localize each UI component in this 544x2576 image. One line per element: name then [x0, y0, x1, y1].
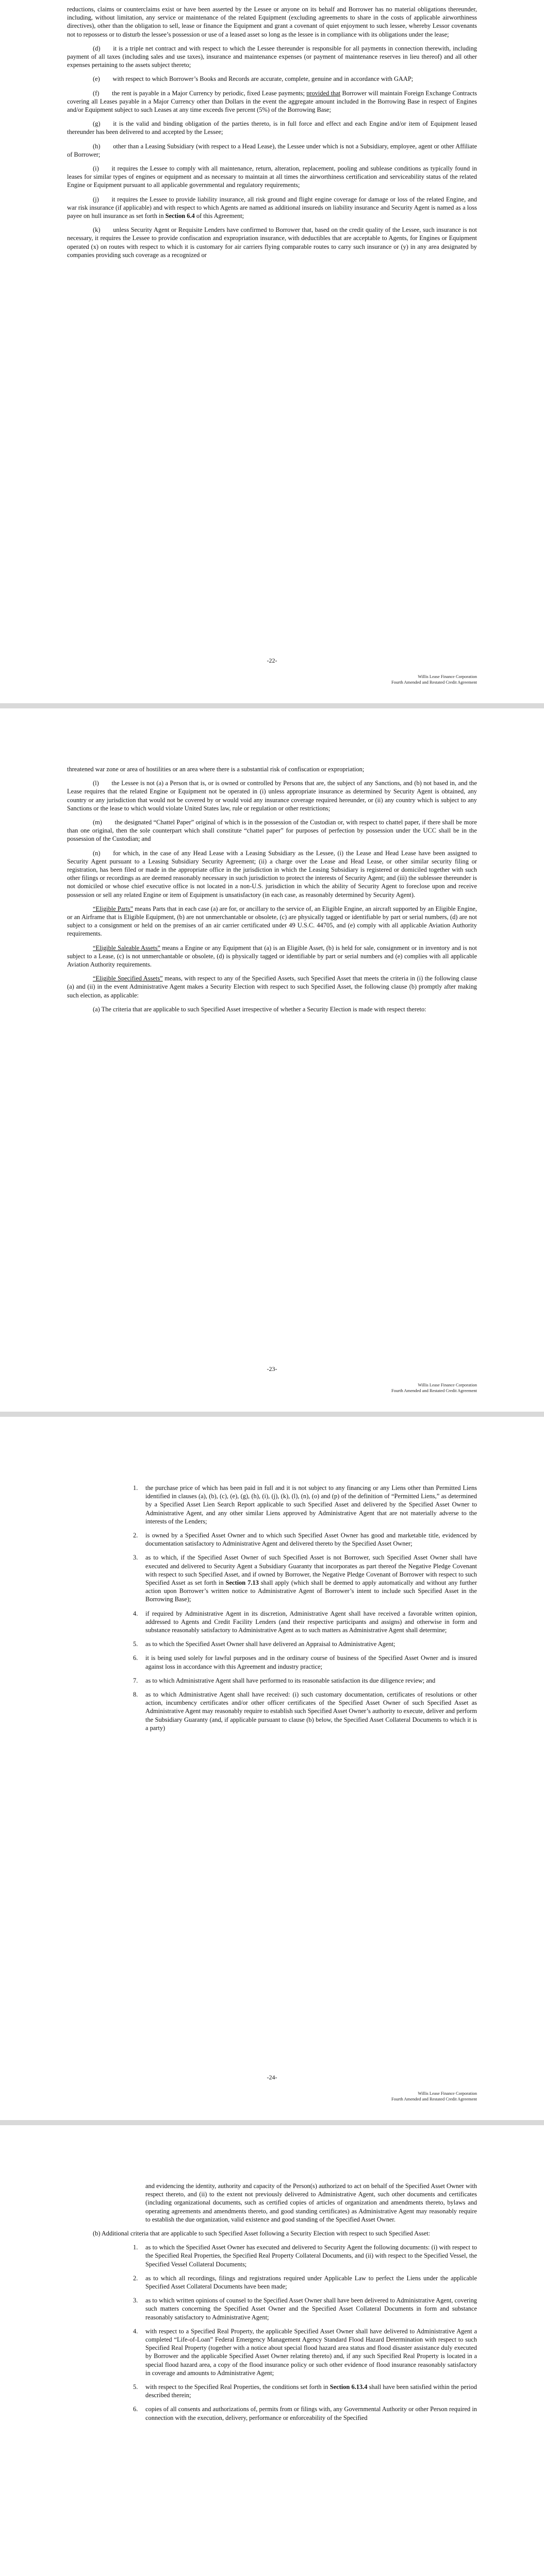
defined-term: “Eligible Saleable Assets” [93, 944, 160, 952]
definition-eligible-parts: “Eligible Parts” means Parts that in each case (a) are for, or ancillary to the service of, an Eligible Engine, an aircraft supported by an Eligible Engine, or an Airframe that is Eligible Equipment, (b) are not unmerchantable or obsolete, (c) are physically tagged or identifiable by part or serial numbers, (d) are not subject to a consignment or held on the premises of an air carrier certificated under 49 U.S.C. 44705, and (e) comply with all applicable Aviation Authority requirements. [67, 905, 477, 938]
paragraph-e: (e) with respect to which Borrower’s Books and Records are accurate, complete, genuine and in accordance with GAAP; [93, 75, 414, 83]
defined-term: “Eligible Parts” [93, 905, 134, 912]
proviso: provided that [306, 89, 341, 97]
list-item: 5. as to which the Specified Asset Owner shall have delivered an Appraisal to Administrative Agent; [133, 1640, 395, 1648]
list-item: 8. as to which Administrative Agent shall have received: (i) such customary documentation, certificates of resolutions or other action, incumbency certificates and/or other officer certificates of the Specified Asset Owner of such Specified Asset as Administrative Agent may reasonably require to establish such Specified Asset Owner’s authority to execute, deliver and perform the Subsidiary Guaranty (and, if applicable pursuant to clause (b) below, the Specified Asset Collateral Documents to which it is a party) [133, 1691, 477, 1732]
page-footer [67, 2074, 477, 2102]
paragraph-h: (h) other than a Leasing Subsidiary (with respect to a Head Lease), the Lessee under which is not a Subsidiary, employee, agent or other Affiliate of Borrower; [67, 142, 477, 158]
paragraph-k: (k) unless Security Agent or Requisite Lenders have confirmed to Borrower that, based on the credit quality of the Lessee, such insurance is not necessary, it requires the Lessee to provide confiscation and expropriation insurance, with deductibles that are acceptable to Agents, for Engines or Equipment operated (x) on routes with respect to which it is customary for air carriers flying comparable routes to carry such insurance or (y) in any area designated by companies providing such coverage as a recognized or [67, 226, 477, 259]
list-item: 7. as to which Administrative Agent shall have performed to its reasonable satisfaction its due diligence review; and [133, 1676, 436, 1684]
list-item: 1. the purchase price of which has been paid in full and it is not subject to any financing or any Liens other than Permitted Liens identified in clauses (a), (b), (c), (e), (g), (h), (i), (j), (k), (l), (n), (o) and (p) of the definition of “Permitted Liens,” as determined by a Specified Asset Lien Search Report applicable to such Specified Asset and delivered by the Specified Asset Owner to Administrative Agent, and any other similar Liens approved by Administrative Agent that are not materially adverse to the interests of the Lenders; [133, 1484, 477, 1525]
page-22 [0, 0, 544, 703]
page-separator [0, 703, 544, 708]
section-reference: Section 6.4 [165, 212, 195, 220]
list-item: 3. as to which written opinions of counsel to the Specified Asset Owner shall have been delivered to Administrative Agent, covering such matters concerning the Specified Asset Owner and the Specified Asset Collateral Documents in form and substance reasonably satisfactory to Administrative Agent; [133, 2297, 477, 2321]
footer-firm: Willis Lease Finance Corporation Fourth Amended and Restated Credit Agreement [391, 1382, 477, 1393]
page-body [67, 1484, 477, 1738]
list-item: 2. as to which all recordings, filings and registrations required under Applicable Law to perfect the Liens under the applicable Specified Asset Collateral Documents have been made; [133, 2274, 477, 2291]
footer-firm: Willis Lease Finance Corporation Fourth Amended and Restated Credit Agreement [391, 2091, 477, 2102]
paragraph-m: (m) the designated “Chattel Paper” original of which is in the possession of the Custodian or, with respect to chattel paper, if there shall be more than one original, then the sole counterpart which shall constitute “chattel paper” for purposes of perfection by possession under the UCC shall be in the possession of the Custodian; and [67, 819, 477, 843]
list-item: 6. it is being used solely for lawful purposes and in the ordinary course of business of the Specified Asset Owner and is insured against loss in accordance with this Agreement and industry practice; [133, 1654, 477, 1670]
paragraph-j: (j) it requires the Lessee to provide liability insurance, all risk ground and flight engine coverage for damage or loss of the related Engine, and war risk insurance (if applicable) and with respect to which Agents are named as additional insureds on liability insurance and Security Agent is named as a loss payee on hull insurance as set forth in Section 6.4 of this Agreement; [67, 195, 477, 220]
page-24 [0, 1417, 544, 2120]
criteria-list [67, 1484, 477, 1732]
page-number: -24- [267, 2074, 277, 2081]
list-item: 6. copies of all consents and authorizations of, permits from or filings with, any Governmental Authority or other Person required in connection with the execution, delivery, performance or enforceability of the Specified [133, 2405, 477, 2421]
page-number: -23- [267, 1365, 277, 1372]
section-reference: Section 6.13.4 [329, 2383, 368, 2391]
page-separator [0, 1412, 544, 1417]
page-23 [0, 708, 544, 1412]
page-separator [0, 2120, 544, 2125]
paragraph-n: (n) for which, in the case of any Head Lease with a Leasing Subsidiary as the Lessee, (i) the Lease and Head Lease have been assigned to Security Agent pursuant to a Leasing Subsidiary Security Agreement; (ii) a charge over the Lease and Head Lease, or other similar security filing or registration, has been filed or made in the appropriate office in the jurisdiction in which the Leasing Subsidiary is registered or domiciled together with such other filings or recordings as are deemed reasonably necessary in such jurisdiction to protect the interests of Security Agent; and (iii) the sublessee thereunder is not domiciled or whose chief executive office is not located in a non-U.S. jurisdiction in which the ability of Security Agent to foreclose upon and receive possession or sell any related Engine or item of Equipment is unsatisfactory (in each case, as reasonably determined by Security Agent). [67, 849, 477, 899]
footer-firm: Willis Lease Finance Corporation Fourth Amended and Restated Credit Agreement [391, 674, 477, 685]
paragraph-g: (g) it is the valid and binding obligation of the parties thereto, is in full force and effect and each Engine and/or item of Equipment leased thereunder has been delivered to and accepted by the Lessee; [67, 120, 477, 136]
page-25 [0, 2125, 544, 2576]
paragraph-c-continued: reductions, claims or counterclaims exist or have been asserted by the Lessee or anyone on its behalf and Borrower has no material obligations thereunder, including, without limitation, any service or maintenance of the related Equipment (excluding agreements to share in the costs of applicable airworthiness directives), other than the obligation to sell, lease or finance the Equipment and grant a covenant of quiet enjoyment to such lessee, whereby Lessor covenants not to repossess or to disturb the lessee’s possession or use of a leased asset so long as the lessee is in compliance with its obligations under the lease; [67, 6, 477, 38]
list-item: 5. with respect to the Specified Real Properties, the conditions set forth in Section 6.13.4 shall have been satisfied within the period described therein; [133, 2383, 477, 2399]
criteria-list [67, 2243, 477, 2422]
page-footer [67, 1365, 477, 1393]
section-reference: Section 7.13 [225, 1579, 259, 1587]
defined-term: “Eligible Specified Assets” [93, 975, 163, 982]
page-body [67, 5, 477, 265]
page-body [67, 765, 477, 1019]
list-item: 4. if required by Administrative Agent in its discretion, Administrative Agent shall have received a favorable written opinion, addressed to Agents and Credit Facility Lenders (and their respective participants and assigns) and otherwise in form and substance reasonably satisfactory to Administrative Agent as to such matters as Administrative Agent shall determine; [133, 1609, 477, 1634]
definition-eligible-specified-assets: “Eligible Specified Assets” means, with respect to any of the Specified Assets, such Specified Asset that meets the criteria in (i) the following clause (a) and (ii) in the event Administrative Agent makes a Security Election with respect to such Specified Asset, the following clause (b) promptly after making such election, as applicable: [67, 975, 477, 999]
list-item: 2. is owned by a Specified Asset Owner and to which such Specified Asset Owner has good and marketable title, evidenced by documentation satisfactory to Administrative Agent and delivered thereto by the Specified Asset Owner; [133, 1532, 477, 1548]
list-item: 4. with respect to a Specified Real Property, the applicable Specified Asset Owner shall have delivered to Administrative Agent a completed “Life-of-Loan” Federal Emergency Management Agency Standard Flood Hazard Determination with respect to such Specified Real Property (together with a notice about special flood hazard area status and flood disaster assistance duly executed by Borrower and the applicable Specified Asset Owner relating thereto) and, if any such Specified Real Property is located in a special flood hazard area, a copy of the flood insurance policy or such other evidence of flood insurance reasonably satisfactory in coverage and amounts to Administrative Agent; [133, 2327, 477, 2377]
clause-b: (b) Additional criteria that are applicable to such Specified Asset following a Security Election with respect to such Specified Asset: [93, 2230, 431, 2238]
list-item: 1. as to which the Specified Asset Owner has executed and delivered to Security Agent the following documents: (i) with respect to the Specified Real Properties, the Specified Real Property Collateral Documents, and (ii) with respect to the Specified Vessel, the Specified Vessel Collateral Documents; [133, 2244, 477, 2268]
definition-eligible-saleable-assets: “Eligible Saleable Assets” means a Engine or any Equipment that (a) is an Eligible Asset, (b) is held for sale, consignment or in inventory and is not subject to a Lease, (c) is not unmerchantable or obsolete, (d) is physically tagged or identifiable by part or serial numbers and (e) complies with all applicable Aviation Authority requirements. [67, 944, 477, 969]
paragraph-k-continued: threatened war zone or area of hostilities or an area where there is a substantial risk of confiscation or expropriation; [67, 766, 365, 773]
item-8-continued: and evidencing the identity, authority and capacity of the Person(s) authorized to act on behalf of the Specified Asset Owner with respect thereto, and (ii) to the extent not previously delivered to Administrative Agent, such other documents and certificates (including organizational documents, such as certified copies of articles of organization and amendments thereto, bylaws and operating agreements and amendments thereto, and good standing certificates) as Administrative Agent may reasonably require to establish the due organization, valid existence and good standing of the Specified Asset Owner. [145, 2182, 477, 2223]
clause-a: (a) The criteria that are applicable to such Specified Asset irrespective of whether a Security Election is made with respect thereto: [93, 1005, 426, 1013]
page-footer [67, 657, 477, 685]
page-number: -22- [267, 657, 277, 664]
paragraph-f: (f) the rent is payable in a Major Currency by periodic, fixed Lease payments; provided that Borrower will maintain Foreign Exchange Contracts covering all Leases payable in a Major Currency other than Dollars in the event the aggregate amount included in the Borrowing Base in respect of Engines and/or Equipment subject to such Leases at any time exceeds five percent (5%) of the Borrowing Base; [67, 89, 477, 114]
paragraph-d: (d) it is a triple net contract and with respect to which the Lessee thereunder is responsible for all payments in connection therewith, including payment of all taxes (including sales and use taxes), insurance and maintenance expenses (or payment of maintenance reserves in lieu thereof) and all other expenses pertaining to the assets subject thereto; [67, 44, 477, 69]
list-item: 3. as to which, if the Specified Asset Owner of such Specified Asset is not Borrower, such Specified Asset Owner shall have executed and delivered to Security Agent a Subsidiary Guaranty that incorporates as part thereof the Negative Pledge Covenant with respect to such Specified Asset, and if owned by Borrower, the Negative Pledge Covenant of Borrower with respect to such Specified Asset as set forth in Section 7.13 shall apply (which shall be deemed to apply automatically and without any further action upon Borrower’s written notice to Administrative Agent of Borrower’s intent to include such Specified Asset in the Borrowing Base); [133, 1554, 477, 1603]
paragraph-i: (i) it requires the Lessee to comply with all maintenance, return, alteration, replacement, pooling and sublease conditions as typically found in leases for similar types of engines or equipment and as necessary to maintain at all times the airworthiness certification and serviceability status of the related Engine or Equipment pursuant to all applicable governmental and regulatory requirements; [67, 165, 477, 189]
paragraph-l: (l) the Lessee is not (a) a Person that is, or is owned or controlled by Persons that are, the subject of any Sanctions, and (b) not based in, and the Lease requires that the related Engine or Equipment not be operated in (i) unless appropriate insurance as determined by Security Agent is obtained, any country or any jurisdiction that would not be covered by or would void any insurance coverage required hereunder, or (ii) any country which is subject to any Sanctions or the lease to which would violate United States law, rule or regulation or other restrictions; [67, 779, 477, 812]
page-body [67, 2182, 477, 2428]
